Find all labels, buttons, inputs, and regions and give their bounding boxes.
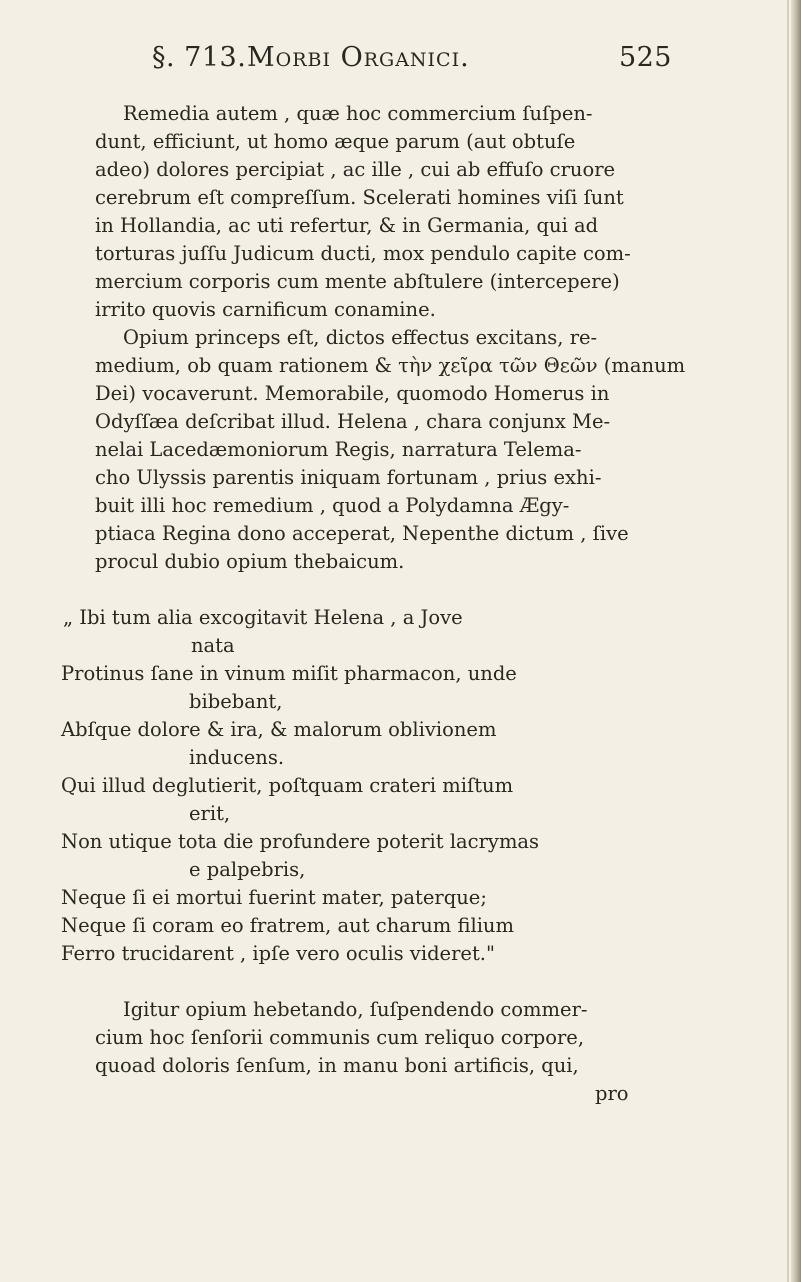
- verse-line: Neque ſi coram eo fratrem, aut charum filium: [61, 914, 514, 937]
- verse-line: Protinus ſane in vinum miſit pharmacon, unde: [61, 662, 517, 685]
- verse-continuation: nata: [191, 634, 235, 657]
- verse-continuation: e palpebris,: [189, 858, 306, 881]
- running-header: [152, 42, 672, 86]
- page-gutter-line: [787, 0, 789, 1282]
- text-line: in Hollandia, ac uti refertur, & in Germania, qui ad: [95, 214, 599, 237]
- catchword: pro: [595, 1082, 629, 1105]
- section-number: §. 713.: [152, 42, 247, 73]
- verse-line: Ferro trucidarent , ipſe vero oculis videret.": [61, 942, 495, 965]
- verse-line: Non utique tota die profundere poterit lacrymas: [61, 830, 540, 853]
- text-line: adeo) dolores percipiat , ac ille , cui ab effuſo cruore: [95, 158, 616, 181]
- text-line: cium hoc ſenſorii communis cum reliquo corpore,: [95, 1026, 585, 1049]
- text-line: Igitur opium hebetando, ſuſpendendo commer-: [123, 998, 588, 1021]
- text-line: cho Ulyssis parentis iniquam fortunam , prius exhi-: [95, 466, 602, 489]
- page-edge-shadow: [791, 0, 801, 1282]
- verse-line: Abſque dolore & ira, & malorum oblivionem: [61, 718, 497, 741]
- text-line: nelai Lacedæmoniorum Regis, narratura Telema-: [95, 438, 582, 461]
- text-line: torturas juſſu Judicum ducti, mox pendulo capite com-: [95, 242, 631, 265]
- verse-line: Neque ſi ei mortui fuerint mater, paterque;: [61, 886, 487, 909]
- text-line: buit illi hoc remedium , quod a Polydamna Ægy-: [95, 494, 570, 517]
- text-line: Opium princeps eſt, dictos effectus excitans, re-: [123, 326, 598, 349]
- verse-continuation: bibebant,: [189, 690, 283, 713]
- page-number: 525: [618, 42, 672, 73]
- text-line: cerebrum eſt compreſſum. Scelerati homines viſi ſunt: [95, 186, 624, 209]
- text-line: procul dubio opium thebaicum.: [95, 550, 405, 573]
- text-line: mercium corporis cum mente abſtulere (intercepere): [95, 270, 620, 293]
- verse-line: „ Ibi tum alia excogitavit Helena , a Jove: [63, 606, 463, 629]
- text-line: irrito quovis carnificum conamine.: [95, 298, 436, 321]
- text-line: quoad doloris ſenſum, in manu boni artificis, qui,: [95, 1054, 579, 1077]
- verse-continuation: inducens.: [189, 746, 285, 769]
- text-line: Remedia autem , quæ hoc commercium ſuſpen-: [123, 102, 593, 125]
- text-line: Odyſſæa deſcribat illud. Helena , chara conjunx Me-: [95, 410, 611, 433]
- text-line: Dei) vocaverunt. Memorabile, quomodo Homerus in: [95, 382, 610, 405]
- text-line: ptiaca Regina dono acceperat, Nepenthe dictum , ſive: [95, 522, 629, 545]
- verse-continuation: erit,: [189, 802, 231, 825]
- text-line: dunt, efficiunt, ut homo æque parum (aut obtuſe: [95, 130, 576, 153]
- verse-line: Qui illud deglutierit, poſtquam crateri miſtum: [61, 774, 514, 797]
- text-line: medium, ob quam rationem & τὴν χεῖρα τῶν Θεῶν (manum: [95, 354, 686, 377]
- running-title: Morbi Organici.: [247, 42, 470, 73]
